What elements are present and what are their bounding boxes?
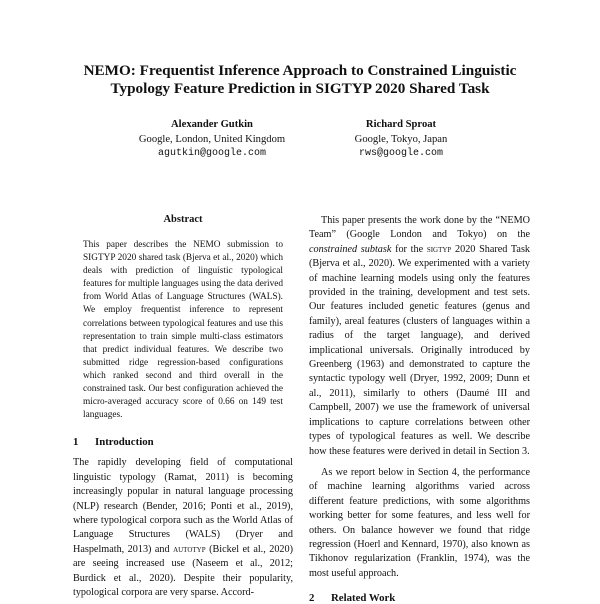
text-run: 2020 Shared Task (Bjerva et al., 2020). We experimented with a variety of machine learning models using only the features provided in the training, development and test sets. Our features included genetic features (genus and family), areal features (clusters of languages within a radius of the target language), and derived implicational universals. Originally introduced by Greenberg (1963) and demonstrated to capture the syntactic typology well (Dryer, 1992, 2009; Dunn et al., 2011), similarly to others (Daumé III and Campbell, 2007) we use the framework of universal implications to capture correlations between other types of typological features as well. We describe how these features were derived in detail in Section 3. (309, 243, 531, 457)
text-run: The rapidly developing field of computational linguistic typology (Ramat, 2011) is becoming increasingly popular in natural language processing (NLP) research (Bender, 2016; Ponti et al., 2019), where typological corpora such as the World Atlas of Language Structures (WALS) (Dryer and Haspelmath, 2013) and (73, 457, 293, 555)
author-affiliation: Google, London, United Kingdom (138, 133, 286, 145)
author-2 (286, 118, 516, 162)
small-caps-term: autotyp (173, 544, 206, 555)
text-run: for the (391, 243, 427, 255)
abstract-text: This paper describes the NEMO submission to SIGTYP 2020 shared task (Bjerva et al., 2020) which deals with prediction of linguistic typological features for multiple languages using the data derived from World Atlas of Language Structures (WALS). We employ frequentist inference to represent correlations between typological features and use this representation to train simple multi-class estimators that predict individual features. We describe two submitted ridge regression-based configurations which ranked second and third overall in the constrained task. Our best configuration achieved the micro-averaged accuracy score of 0.66 on 149 test languages. (83, 240, 283, 421)
abstract-heading: Abstract (163, 214, 203, 225)
text-run: This paper presents the work done by the “NEMO Team” (Google London and Tokyo) on the (309, 215, 530, 241)
text-run: (Bickel et al., 2020) are seeing increased use (Naseem et al., 2012; Burdick et al., 2020). Despite their popularity, typological corpora are very sparse. Accord- (73, 543, 293, 598)
author-affiliation: Google, Tokyo, Japan (354, 133, 448, 145)
section-heading-related-work (309, 592, 530, 604)
paragraph-overview (309, 214, 530, 459)
italic-term: constrained subtask (309, 243, 392, 255)
author-email: agutkin@google.com (157, 148, 267, 159)
paper-title-line-1: NEMO: Frequentist Inference Approach to Constrained Linguistic (83, 62, 517, 79)
right-column (309, 214, 530, 604)
section-title: Introduction (95, 436, 154, 449)
small-caps-term: sigtyp (426, 244, 452, 255)
introduction-paragraph (73, 456, 293, 600)
author-name: Richard Sproat (365, 119, 437, 130)
section-number: 1 (73, 436, 79, 449)
author-email: rws@google.com (358, 148, 443, 159)
section-number: 2 (309, 592, 315, 604)
paragraph-results: As we report below in Section 4, the performance of machine learning algorithms varied across different feature predictions, with some algorithms working better for some features, and less well for others. On balance however we found that ridge regression (Hoerl and Kennard, 1970), also known as Tikhonov regularization (Franklin, 1974), was the most useful approach. (309, 466, 530, 579)
section-title: Related Work (331, 592, 396, 604)
left-column (73, 214, 293, 600)
section-heading-introduction (73, 436, 293, 448)
paper-title-line-2: Typology Feature Prediction in SIGTYP 2020 Shared Task (110, 80, 490, 97)
author-name: Alexander Gutkin (171, 119, 253, 130)
